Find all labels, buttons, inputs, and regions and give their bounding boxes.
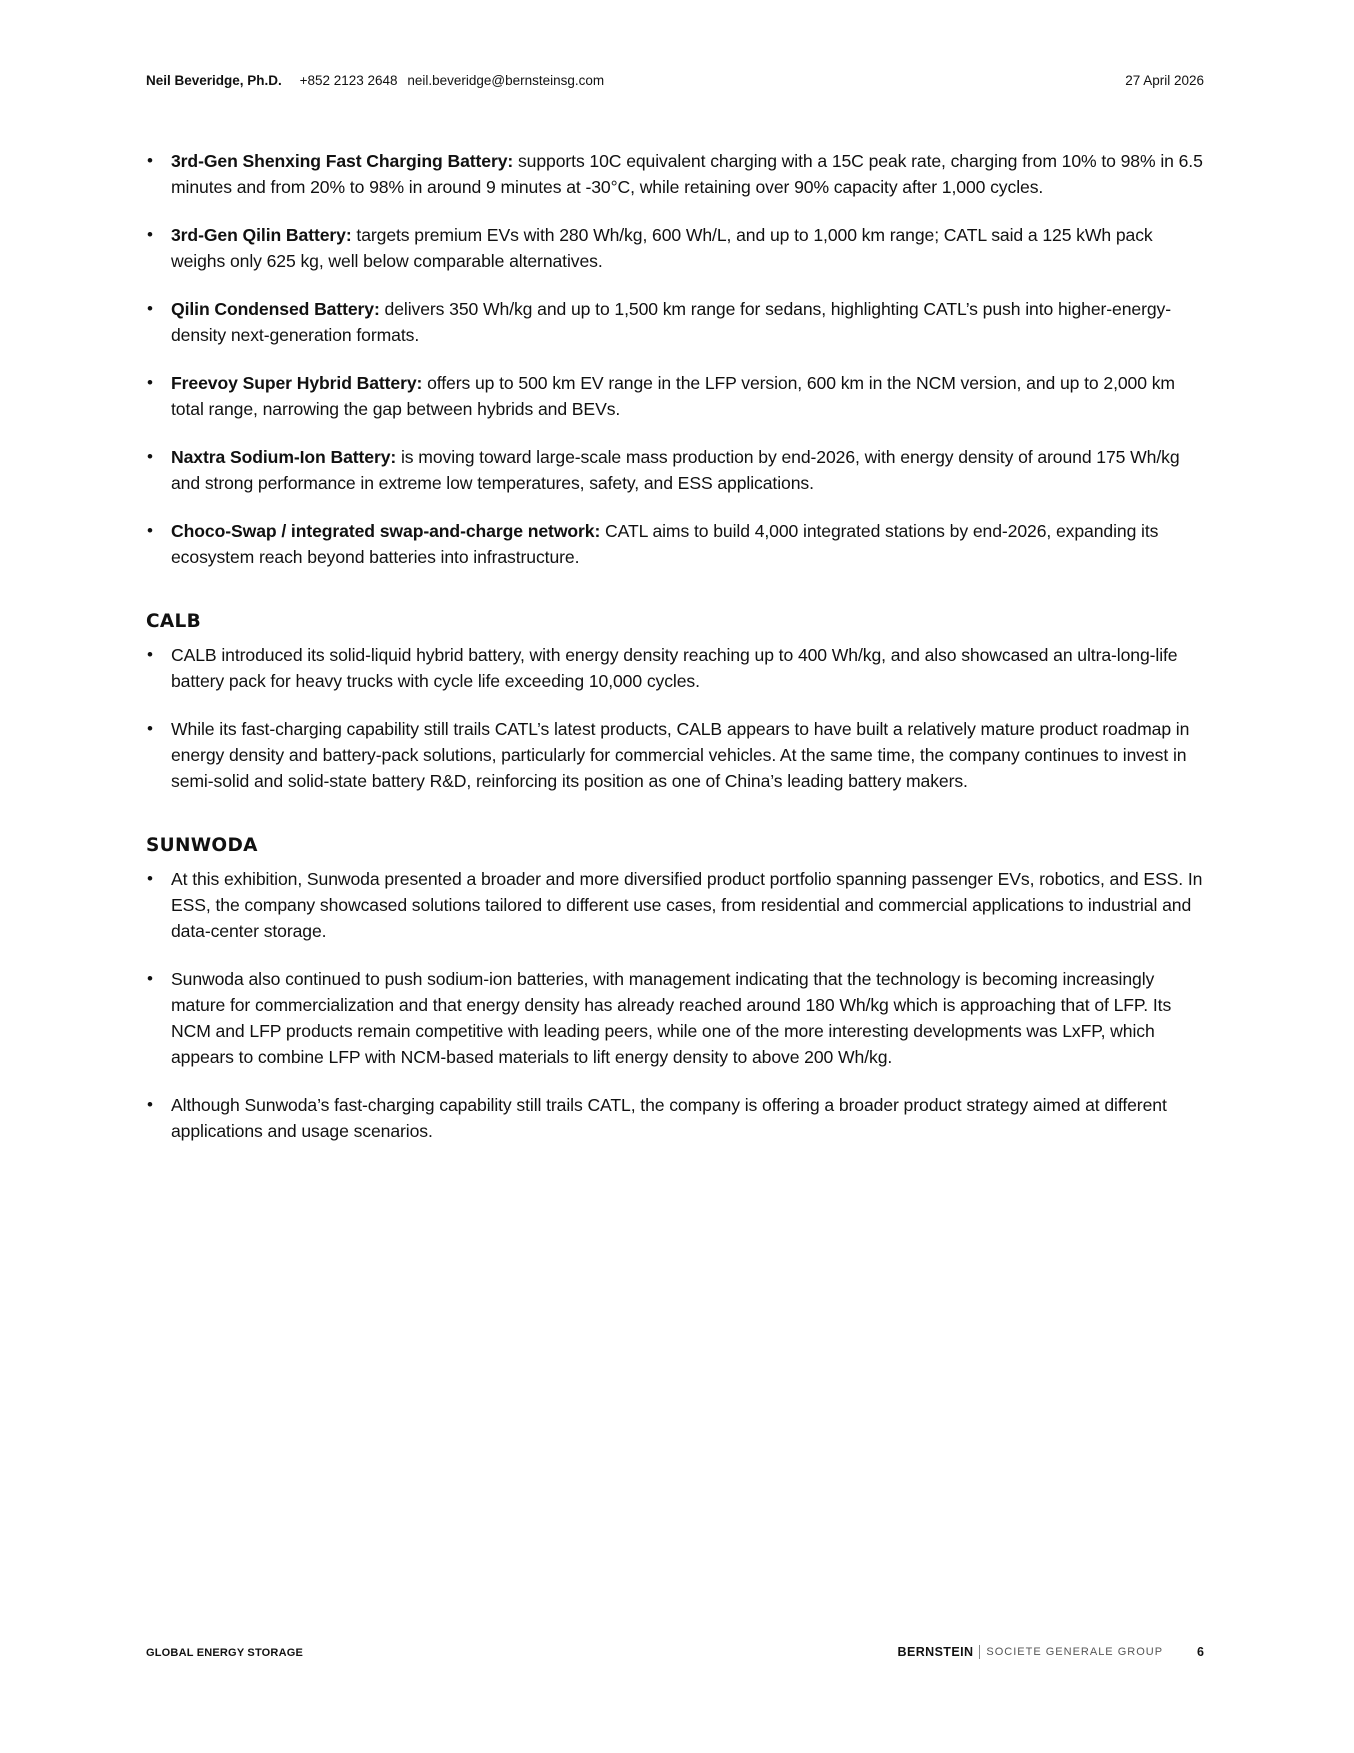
item-text: Although Sunwoda’s fast-charging capability still trails CATL, the company is offering a broader product strategy aimed at different applications and usage scenarios.	[171, 1095, 1167, 1141]
item-text: At this exhibition, Sunwoda presented a broader and more diversified product portfolio spanning passenger EVs, robotics, and ESS. In ESS, the company showcased solutions tailored to different use cases, from residential and commercial applications to industrial and data-center storage.	[171, 869, 1203, 941]
bullet-icon: •	[147, 645, 153, 664]
logo-divider	[979, 1645, 980, 1659]
item-lead: Qilin Condensed Battery:	[171, 299, 380, 319]
item-text: While its fast-charging capability still trails CATL’s latest products, CALB appears to have built a relatively mature product roadmap in energy density and battery-pack solutions, particularly for commercial vehicles. At the same time, the company continues to invest in semi-solid and solid-state battery R&D, reinforcing its position as one of China’s leading battery makers.	[171, 719, 1190, 791]
list-item	[146, 148, 1204, 200]
item-lead: Freevoy Super Hybrid Battery:	[171, 373, 423, 393]
author-email[interactable]: neil.beveridge@bernsteinsg.com	[407, 73, 605, 88]
sunwoda-list	[146, 866, 1204, 1144]
section-heading-calb: CALB	[146, 611, 201, 632]
footer-section-label: GLOBAL ENERGY STORAGE	[146, 1647, 304, 1659]
societe-generale-group-label: SOCIETE GENERALE GROUP	[986, 1646, 1164, 1658]
bullet-icon: •	[147, 869, 153, 888]
bullet-icon: •	[147, 521, 153, 540]
item-text: delivers 350 Wh/kg and up to 1,500 km range for sedans, highlighting CATL’s push into higher-energy-density next-generation formats.	[171, 299, 1171, 345]
item-text: is moving toward large-scale mass production by end-2026, with energy density of around 175 Wh/kg and strong performance in extreme low temperatures, safety, and ESS applications.	[171, 447, 1180, 493]
bullet-icon: •	[147, 373, 153, 392]
item-text: CALB introduced its solid-liquid hybrid battery, with energy density reaching up to 400 Wh/kg, and also showcased an ultra-long-life battery pack for heavy trucks with cycle life exceeding 10,000 cycles.	[171, 645, 1178, 691]
item-text: supports 10C equivalent charging with a 15C peak rate, charging from 10% to 98% in 6.5 minutes and from 20% to 98% in around 9 minutes at -30°C, while retaining over 90% capacity after 1,000 cycles.	[171, 151, 1203, 197]
catl-product-list	[146, 148, 1204, 570]
item-text: CATL aims to build 4,000 integrated stations by end-2026, expanding its ecosystem reach beyond batteries into infrastructure.	[171, 521, 1159, 567]
list-item	[146, 716, 1204, 794]
bullet-icon: •	[147, 447, 153, 466]
list-item	[146, 518, 1204, 570]
footer-brand-block	[898, 1645, 1204, 1659]
bullet-icon: •	[147, 225, 153, 244]
author-phone: +852 2123 2648	[299, 73, 398, 88]
bullet-icon: •	[147, 719, 153, 738]
item-text: Sunwoda also continued to push sodium-ion batteries, with management indicating that the technology is becoming increasingly mature for commercialization and that energy density has already reached around 180 Wh/kg which is approaching that of LFP. Its NCM and LFP products remain competitive with leading peers, while one of the more interesting developments was LxFP, which appears to combine LFP with NCM-based materials to lift energy density to above 200 Wh/kg.	[171, 969, 1172, 1067]
item-text: targets premium EVs with 280 Wh/kg, 600 Wh/L, and up to 1,000 km range; CATL said a 125 kWh pack weighs only 625 kg, well below comparable alternatives.	[171, 225, 1153, 271]
list-item	[146, 370, 1204, 422]
item-text: offers up to 500 km EV range in the LFP version, 600 km in the NCM version, and up to 2,000 km total range, narrowing the gap between hybrids and BEVs.	[171, 373, 1175, 419]
item-lead: Choco-Swap / integrated swap-and-charge network:	[171, 521, 601, 541]
item-lead: 3rd-Gen Shenxing Fast Charging Battery:	[171, 151, 514, 171]
author-name: Neil Beveridge, Ph.D.	[146, 73, 282, 88]
main-content	[146, 148, 1204, 1166]
report-date: 27 April 2026	[1125, 73, 1204, 88]
item-lead: Naxtra Sodium-Ion Battery:	[171, 447, 397, 467]
bullet-icon: •	[147, 1095, 153, 1114]
list-item	[146, 296, 1204, 348]
page-header	[146, 72, 1204, 92]
list-item	[146, 866, 1204, 944]
bullet-icon: •	[147, 969, 153, 988]
list-item	[146, 444, 1204, 496]
calb-list	[146, 642, 1204, 794]
page-number: 6	[1197, 1645, 1204, 1659]
section-heading-sunwoda: SUNWODA	[146, 835, 258, 856]
list-item	[146, 1092, 1204, 1144]
item-lead: 3rd-Gen Qilin Battery:	[171, 225, 352, 245]
bullet-icon: •	[147, 299, 153, 318]
list-item	[146, 222, 1204, 274]
bernstein-logo: BERNSTEIN	[897, 1645, 974, 1659]
list-item	[146, 642, 1204, 694]
list-item	[146, 966, 1204, 1070]
bullet-icon: •	[147, 151, 153, 170]
